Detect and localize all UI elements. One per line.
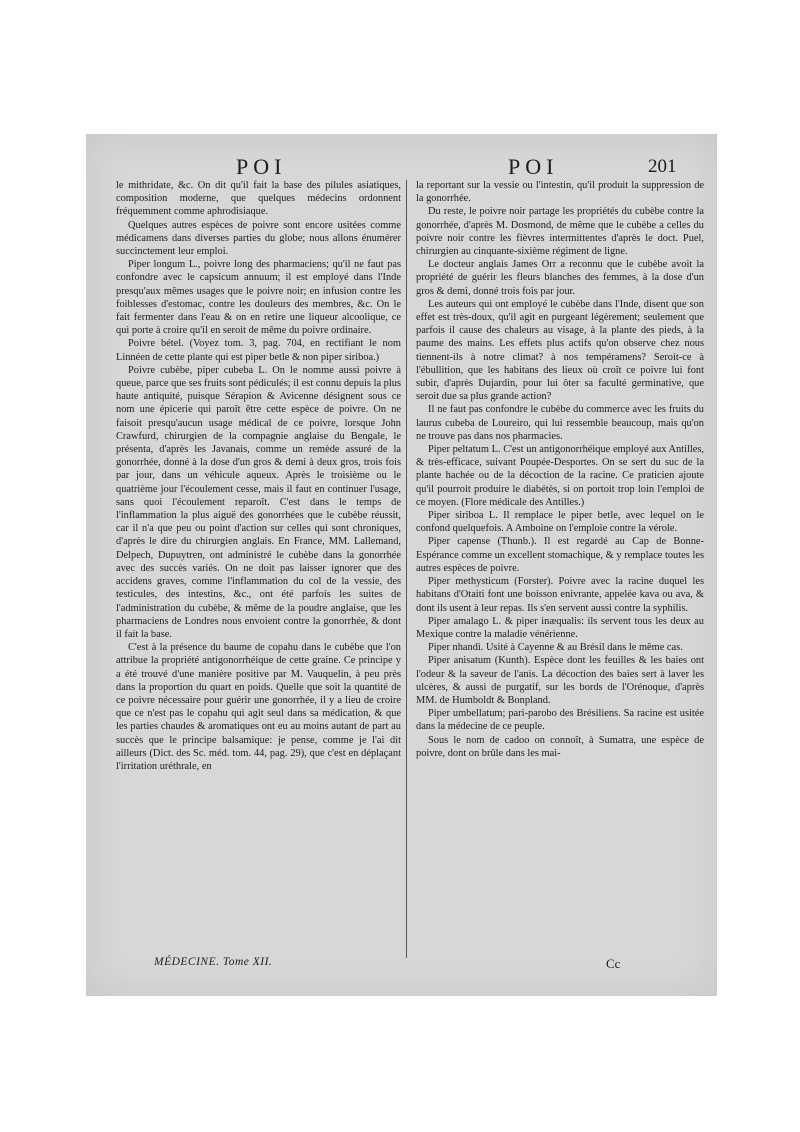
paragraph: Quelques autres espèces de poivre sont encore usitées comme médicamens dans diverses parties du globe; nous allons énumérer succinctement leur emploi. [116, 219, 401, 258]
paragraph: Piper peltatum L. C'est un antigonorrhéique employé aux Antilles, & très-efficace, suivant Poupée-Desportes. On se sert du suc de la plante hachée ou de la décoction de la racine. Ce praticien ajoute qu'il pourroit produire le diabétès, si on portoit trop loin l'emploi de ce moyen. (Flore médicale des Antilles.) [416, 444, 704, 508]
paragraph: Piper amalago L. & piper inæqualis: ils servent tous les deux au Mexique contre la maladie vénérienne. [416, 615, 704, 640]
scanned-page [86, 134, 717, 996]
footer-gathering-mark: Cc [606, 956, 621, 971]
footer-signature: MÉDECINE. Tome XII. [154, 956, 273, 968]
paragraph: Piper anisatum (Kunth). Espèce dont les feuilles & les baies ont l'odeur & la saveur de l'anis. La décoction des baies sert à laver les ulcères, & aussi de purgatif, sur les bords de l'Orénoque, d'après MM. de Humboldt & Bonpland. [416, 655, 704, 706]
paragraph: la reportant sur la vessie ou l'intestin, qu'il produit la suppression de la gonorrhée. [416, 180, 704, 205]
paragraph: Piper umbellatum; pari-parobo des Brésiliens. Sa racine est usitée dans la médecine de ce peuple. [416, 708, 704, 733]
paragraph: Piper longum L., poivre long des pharmaciens; qu'il ne faut pas confondre avec le capsicum annuum; il est employé dans l'Inde presqu'aux mêmes usages que le poivre noir; en infusion contre les foiblesses d'estomac, contre les douleurs des membres, &c. On le fait fermenter dans l'eau & on en retire une liqueur alcoolique, ce qui porte à croire qu'il en seroit de même du poivre ordinaire. [116, 259, 401, 337]
left-column [116, 179, 401, 773]
paragraph: Piper siriboa L. Il remplace le piper betle, avec lequel on le confond quelquefois. A Amboine on l'emploie contre la vérole. [416, 510, 704, 535]
paragraph: le mithridate, &c. On dit qu'il fait la base des pilules asiatiques, composition moderne, que quelques médecins ordonnent fréquemment comme aphrodisiaque. [116, 180, 401, 218]
paragraph: Sous le nom de cadoo on connoît, à Sumatra, une espèce de poivre, dont on brûle dans les mai- [416, 734, 704, 759]
paragraph: Poivre bétel. (Voyez tom. 3, pag. 704, en rectifiant le nom Linnéen de cette plante qui est piper betle & non piper siriboa.) [116, 338, 401, 363]
paragraph: Poivre cubèbe, piper cubeba L. On le nomme aussi poivre à queue, parce que ses fruits sont pédiculés; il est connu depuis la plus haute antiquité, puisque Sérapion & Avicenne désignent sous ce nom une épicerie qui paroît être cette espèce de poivre. On ne faisoit presqu'aucun usage médical de ce poivre, lorsque John Crawfurd, chirurgien de la compagnie anglaise du Bengale, le présenta, d'après les Javanais, comme un remède assuré de la gonorrhée, donné à la dose d'un gros & demi à deux gros, trois fois par jour, dans un véhicule aqueux. Après le troisième ou le quatrième jour l'écoulement cesse, mais il faut en continuer l'usage, sans quoi l'écoulement reparoît. C'est dans le temps de l'inflammation la plus aiguë des gonorrhées que le cubèbe réussit, car il n'a que peu ou point d'action sur celles qui sont chroniques, d'après le dire du chirurgien anglais. En France, MM. Lallemand, Delpech, Dupuytren, ont administré le cubèbe dans la gonorrhée avec des succès variés. On ne doit pas laisser ignorer que des accidens graves, comme l'inflammation du col de la vessie, des testicules, des intestins, &c., ont été parfois les suites de l'administration du cubèbe, & même de la poudre anglaise, que les pharmaciens de Londres nous envoient contre la gonorrhée, & dont il fait la base. [116, 364, 401, 640]
paragraph: Le docteur anglais James Orr a reconnu que le cubèbe avoit la propriété de guérir les fleurs blanches des femmes, à la dose d'un gros & demi, donné trois fois par jour. [416, 259, 704, 297]
column-divider [406, 180, 407, 958]
paragraph: Piper methysticum (Forster). Poivre avec la racine duquel les habitans d'Otaiti font une boisson enivrante, appelée kava ou ava, & dont ils usent à leur repas. Ils s'en servent aussi contre la syphilis. [416, 576, 704, 614]
page-footer [86, 956, 717, 976]
right-column [416, 179, 704, 760]
paragraph: Piper capense (Thunb.). Il est regardé au Cap de Bonne-Espérance comme un excellent stomachique, & y remplace toutes les autres espèces de poivre. [416, 536, 704, 574]
paragraph: Piper nhandi. Usité à Cayenne & au Brésil dans le même cas. [428, 642, 683, 654]
paragraph: Les auteurs qui ont employé le cubèbe dans l'Inde, disent que son effet est très-doux, qu'il agit en purgeant légèrement; seulement que parfois il cause des chaleurs au visage, à la plante des pieds, à la paume des mains. Les effets plus actifs qu'on observe chez nous tiennent-ils à notre climat? à nos tempéramens? Seroit-ce à l'ébullition, que les habitans des lieux où croît ce poivre lui font subir, d'après Dujardin, pour lui ôter sa faculté germinative, que seroit due sa plus grande action? [416, 298, 704, 403]
header-left-title: POI [236, 154, 287, 179]
paragraph: Il ne faut pas confondre le cubèbe du commerce avec les fruits du laurus cubeba de Loureiro, qui lui ressemble beaucoup, mais qu'on ne trouve pas dans nos pharmacies. [416, 404, 704, 442]
paragraph: Du reste, le poivre noir partage les propriétés du cubèbe contre la gonorrhée, d'après M. Dosmond, de même que le cubèbe a celles du poivre noir contre les fièvres intermittentes d'après le doct. Puel, chirurgien au cinquante-sixième régiment de ligne. [416, 206, 704, 258]
header-right-title: POI [508, 154, 559, 179]
page-number: 201 [648, 156, 677, 177]
paragraph: C'est à la présence du baume de copahu dans le cubèbe que l'on attribue la propriété antigonorrhéique de cette graine. Ce principe y a été trouvé d'une manière positive par M. Vauquelin, à peu près dans la proportion du quart en poids. Quelle que soit la quantité de ce poivre nécessaire pour guérir une gonorrhée, il y a lieu de croire que ce n'est pas le copahu qui agit seul dans sa médication, & que les parties chaudes & aromatiques ont eu au moins autant de part au succès que le principe balsamique: je pense, comme je l'ai dit ailleurs (Dict. des Sc. méd. tom. 44, pag. 29), que c'est en déplaçant l'irritation uréthrale, en [116, 642, 401, 772]
